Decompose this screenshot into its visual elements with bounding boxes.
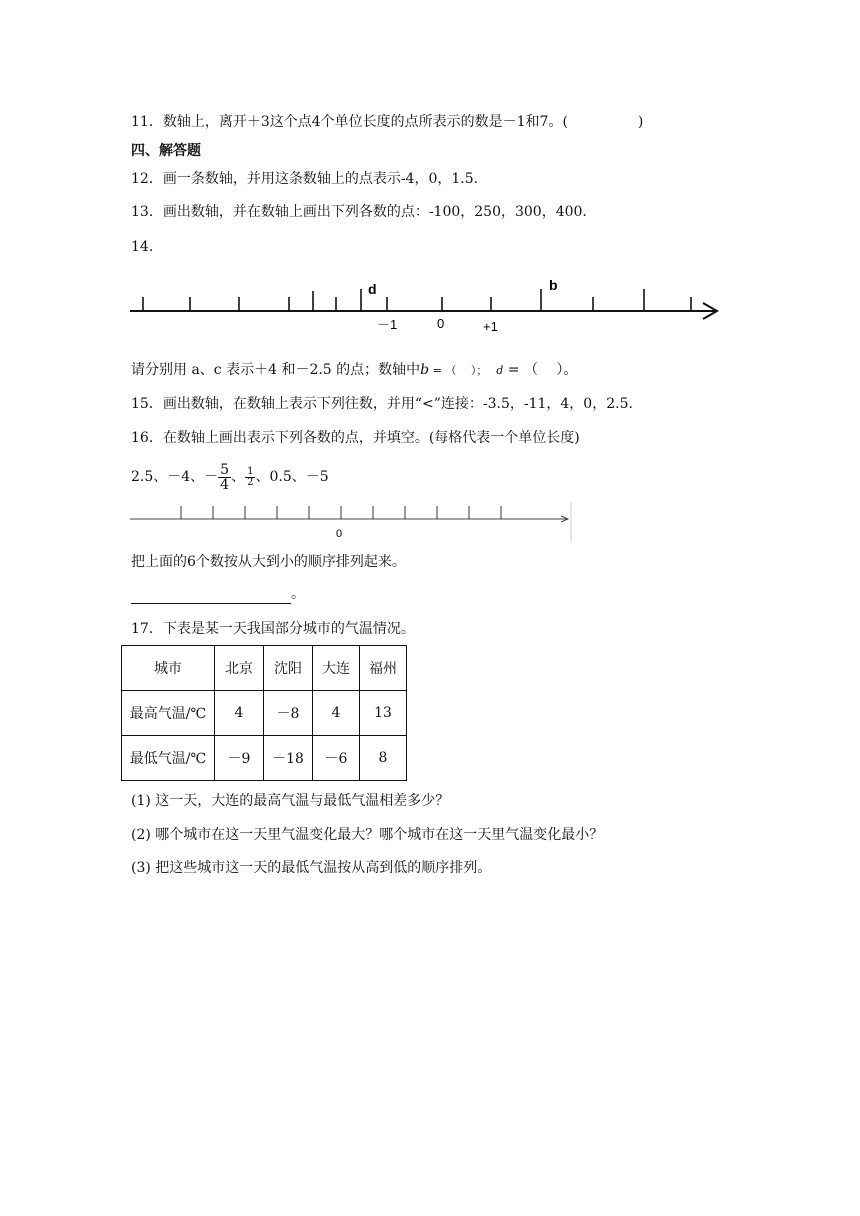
question-13: 13．画出数轴，并在数轴上画出下列各数的点：-100，250，300，400． — [131, 204, 597, 220]
table-cell: －9 — [215, 736, 264, 781]
table-header-cell: 沈阳 — [264, 646, 313, 691]
number-line-figure-2 — [125, 498, 585, 544]
table-header-row — [122, 646, 407, 691]
table-header-cell: 福州 — [360, 646, 407, 691]
question-16-order: 把上面的6个数按从大到小的顺序排列起来。 — [131, 554, 406, 570]
var-d: d — [496, 364, 504, 377]
fraction-denominator: 4 — [220, 476, 230, 493]
number-line-figure-1 — [125, 275, 730, 340]
table-cell: 4 — [215, 691, 264, 736]
table-cell: 13 — [360, 691, 407, 736]
table-cell: －8 — [264, 691, 313, 736]
table-header-cell: 北京 — [215, 646, 264, 691]
table-header-cell: 城市 — [122, 646, 215, 691]
numbers-separator: 、 — [231, 469, 246, 485]
question-17-part-2: (2) 哪个城市在这一天里气温变化最大？哪个城市在这一天里气温变化最小？ — [131, 827, 604, 843]
answer-line — [131, 584, 305, 604]
table-row — [122, 691, 407, 736]
question-16-numbers — [131, 460, 329, 494]
tick-label-minus-1: －1 — [377, 317, 398, 332]
tick-label-zero: 0 — [437, 316, 445, 331]
question-12: 12．画一条数轴，并用这条数轴上的点表示-4，0，1.5． — [131, 171, 488, 187]
question-11: 11．数轴上，离开＋3这个点4个单位长度的点所表示的数是－1和7。( ) — [131, 114, 644, 130]
var-b: b — [420, 362, 430, 378]
point-label-d: d — [368, 281, 377, 297]
table-cell: －6 — [313, 736, 360, 781]
fraction-5-4 — [218, 463, 231, 492]
question-14: 14． — [131, 239, 163, 255]
table-header-cell: 大连 — [313, 646, 360, 691]
table-cell: 最低气温/℃ — [122, 736, 215, 781]
q14-text-part-b: = （ ）； — [429, 364, 488, 377]
temperature-table — [121, 645, 407, 781]
fraction-1-2 — [245, 467, 255, 488]
table-cell: 4 — [313, 691, 360, 736]
numbers-part-2: 、0.5、－5 — [255, 469, 329, 485]
question-15: 15．画出数轴，在数轴上表示下列往数，并用“<”连接：-3.5，-11，4，0，2.5． — [131, 396, 643, 412]
question-17: 17．下表是某一天我国部分城市的气温情况。 — [131, 621, 415, 637]
numbers-part-1: 2.5、－4、－ — [131, 469, 219, 485]
q14-text-part-d: = （ ）。 — [503, 362, 578, 378]
zero-label: 0 — [336, 528, 343, 540]
question-14-prompt — [131, 360, 577, 381]
fraction-numerator: 5 — [220, 461, 230, 478]
answer-blank[interactable] — [131, 587, 291, 604]
table-cell: －18 — [264, 736, 313, 781]
tick-label-plus-1: +1 — [483, 319, 498, 334]
section-heading: 四、解答题 — [131, 143, 201, 159]
fraction-numerator: 1 — [247, 465, 254, 477]
fraction-denominator: 2 — [247, 476, 254, 488]
question-17-part-1: (1) 这一天，大连的最高气温与最低气温相差多少？ — [131, 793, 450, 809]
table-cell: 8 — [360, 736, 407, 781]
point-label-b: b — [549, 277, 558, 293]
axis-ticks — [143, 289, 691, 311]
table-row — [122, 736, 407, 781]
blank-end-mark: 。 — [291, 586, 305, 602]
q14-text-part-a: 请分别用 a、c 表示＋4 和－2.5 的点；数轴中 — [131, 362, 421, 378]
question-17-part-3: (3) 把这些城市这一天的最低气温按从高到低的顺序排列。 — [131, 860, 492, 876]
axis-ticks — [181, 506, 501, 519]
question-16: 16．在数轴上画出表示下列各数的点，并填空。(每格代表一个单位长度) — [131, 430, 580, 446]
table-cell: 最高气温/℃ — [122, 691, 215, 736]
